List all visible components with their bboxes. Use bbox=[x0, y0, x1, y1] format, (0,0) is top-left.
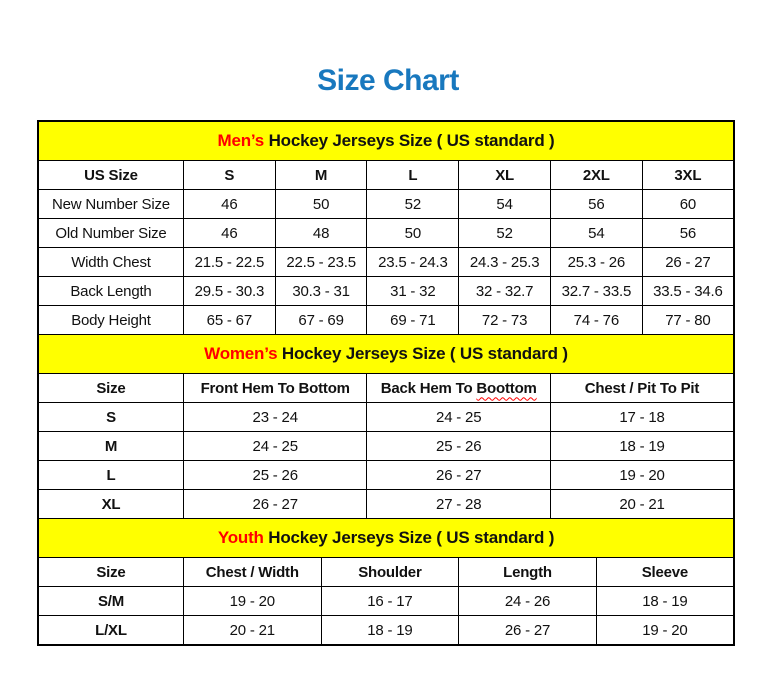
size-value: 21.5 - 22.5 bbox=[183, 248, 275, 277]
size-value: 48 bbox=[275, 219, 367, 248]
size-value: 32 - 32.7 bbox=[459, 277, 551, 306]
back-hem-label-misspelled: Boottom bbox=[476, 379, 537, 397]
youth-col-shoulder: Shoulder bbox=[321, 558, 459, 587]
row-label: Body Height bbox=[38, 306, 183, 335]
mens-row-body-height bbox=[38, 306, 734, 335]
size-value: 52 bbox=[367, 190, 459, 219]
back-hem-label-prefix: Back Hem To bbox=[380, 379, 477, 397]
row-label: Width Chest bbox=[38, 248, 183, 277]
size-value: 46 bbox=[183, 219, 275, 248]
womens-row-xl bbox=[38, 490, 734, 519]
size-value: 27 - 28 bbox=[367, 490, 551, 519]
womens-row-l bbox=[38, 461, 734, 490]
size-value: 24 - 25 bbox=[367, 403, 551, 432]
mens-section-band-row bbox=[38, 121, 734, 161]
womens-band-highlight: Women’s bbox=[204, 344, 278, 363]
size-value: 54 bbox=[550, 219, 642, 248]
size-value: 25 - 26 bbox=[367, 432, 551, 461]
mens-section-band bbox=[38, 121, 734, 161]
youth-band-text: Hockey Jerseys Size ( US standard ) bbox=[263, 528, 555, 547]
youth-col-chest-width: Chest / Width bbox=[183, 558, 321, 587]
mens-col-3xl: 3XL bbox=[642, 161, 734, 190]
size-value: 23.5 - 24.3 bbox=[367, 248, 459, 277]
mens-row-old-number-size bbox=[38, 219, 734, 248]
size-value: 72 - 73 bbox=[459, 306, 551, 335]
size-value: 26 - 27 bbox=[367, 461, 551, 490]
mens-col-us-size: US Size bbox=[38, 161, 183, 190]
size-value: 46 bbox=[183, 190, 275, 219]
womens-band-text: Hockey Jerseys Size ( US standard ) bbox=[277, 344, 568, 363]
size-value: 19 - 20 bbox=[183, 587, 321, 616]
size-value: 26 - 27 bbox=[642, 248, 734, 277]
size-value: 67 - 69 bbox=[275, 306, 367, 335]
size-chart-table-container bbox=[37, 120, 735, 646]
mens-col-2xl: 2XL bbox=[550, 161, 642, 190]
row-label: L bbox=[38, 461, 183, 490]
row-label: XL bbox=[38, 490, 183, 519]
size-value: 25 - 26 bbox=[183, 461, 367, 490]
size-value: 20 - 21 bbox=[550, 490, 734, 519]
size-value: 24 - 25 bbox=[183, 432, 367, 461]
size-value: 22.5 - 23.5 bbox=[275, 248, 367, 277]
row-label: Old Number Size bbox=[38, 219, 183, 248]
size-value: 31 - 32 bbox=[367, 277, 459, 306]
youth-header-row bbox=[38, 558, 734, 587]
size-value: 24.3 - 25.3 bbox=[459, 248, 551, 277]
womens-section-band-row bbox=[38, 335, 734, 374]
mens-col-xl: XL bbox=[459, 161, 551, 190]
size-value: 56 bbox=[642, 219, 734, 248]
size-value: 32.7 - 33.5 bbox=[550, 277, 642, 306]
size-value: 24 - 26 bbox=[459, 587, 597, 616]
size-value: 16 - 17 bbox=[321, 587, 459, 616]
mens-band-text: Hockey Jerseys Size ( US standard ) bbox=[264, 131, 555, 150]
row-label: M bbox=[38, 432, 183, 461]
mens-header-row bbox=[38, 161, 734, 190]
size-value: 20 - 21 bbox=[183, 616, 321, 646]
youth-section-band-row bbox=[38, 519, 734, 558]
mens-row-width-chest bbox=[38, 248, 734, 277]
youth-col-sleeve: Sleeve bbox=[596, 558, 734, 587]
size-value: 19 - 20 bbox=[596, 616, 734, 646]
size-value: 69 - 71 bbox=[367, 306, 459, 335]
size-value: 19 - 20 bbox=[550, 461, 734, 490]
womens-header-row bbox=[38, 374, 734, 403]
size-value: 65 - 67 bbox=[183, 306, 275, 335]
size-value: 33.5 - 34.6 bbox=[642, 277, 734, 306]
size-value: 23 - 24 bbox=[183, 403, 367, 432]
row-label: New Number Size bbox=[38, 190, 183, 219]
size-value: 56 bbox=[550, 190, 642, 219]
size-value: 26 - 27 bbox=[459, 616, 597, 646]
womens-col-size: Size bbox=[38, 374, 183, 403]
page-title: Size Chart bbox=[317, 64, 459, 97]
size-chart-table bbox=[37, 120, 735, 646]
size-value: 17 - 18 bbox=[550, 403, 734, 432]
size-value: 74 - 76 bbox=[550, 306, 642, 335]
youth-band-highlight: Youth bbox=[217, 528, 264, 547]
row-label: S/M bbox=[38, 587, 183, 616]
mens-col-l: L bbox=[367, 161, 459, 190]
size-value: 50 bbox=[275, 190, 367, 219]
womens-col-chest-pit: Chest / Pit To Pit bbox=[550, 374, 734, 403]
womens-col-front-hem: Front Hem To Bottom bbox=[183, 374, 367, 403]
size-value: 18 - 19 bbox=[596, 587, 734, 616]
mens-band-highlight: Men’s bbox=[217, 131, 265, 150]
youth-section-band bbox=[38, 519, 734, 558]
mens-col-s: S bbox=[183, 161, 275, 190]
womens-row-m bbox=[38, 432, 734, 461]
youth-col-size: Size bbox=[38, 558, 183, 587]
youth-row-sm bbox=[38, 587, 734, 616]
size-value: 54 bbox=[459, 190, 551, 219]
size-value: 30.3 - 31 bbox=[275, 277, 367, 306]
womens-section-band bbox=[38, 335, 734, 374]
mens-row-back-length bbox=[38, 277, 734, 306]
size-value: 26 - 27 bbox=[183, 490, 367, 519]
row-label: Back Length bbox=[38, 277, 183, 306]
size-value: 18 - 19 bbox=[321, 616, 459, 646]
youth-col-length: Length bbox=[459, 558, 597, 587]
size-value: 52 bbox=[459, 219, 551, 248]
row-label: L/XL bbox=[38, 616, 183, 646]
mens-row-new-number-size bbox=[38, 190, 734, 219]
size-value: 60 bbox=[642, 190, 734, 219]
womens-col-back-hem bbox=[367, 374, 551, 403]
size-value: 77 - 80 bbox=[642, 306, 734, 335]
size-value: 25.3 - 26 bbox=[550, 248, 642, 277]
size-value: 18 - 19 bbox=[550, 432, 734, 461]
mens-col-m: M bbox=[275, 161, 367, 190]
row-label: S bbox=[38, 403, 183, 432]
size-value: 29.5 - 30.3 bbox=[183, 277, 275, 306]
womens-row-s bbox=[38, 403, 734, 432]
size-value: 50 bbox=[367, 219, 459, 248]
youth-row-lxl bbox=[38, 616, 734, 646]
